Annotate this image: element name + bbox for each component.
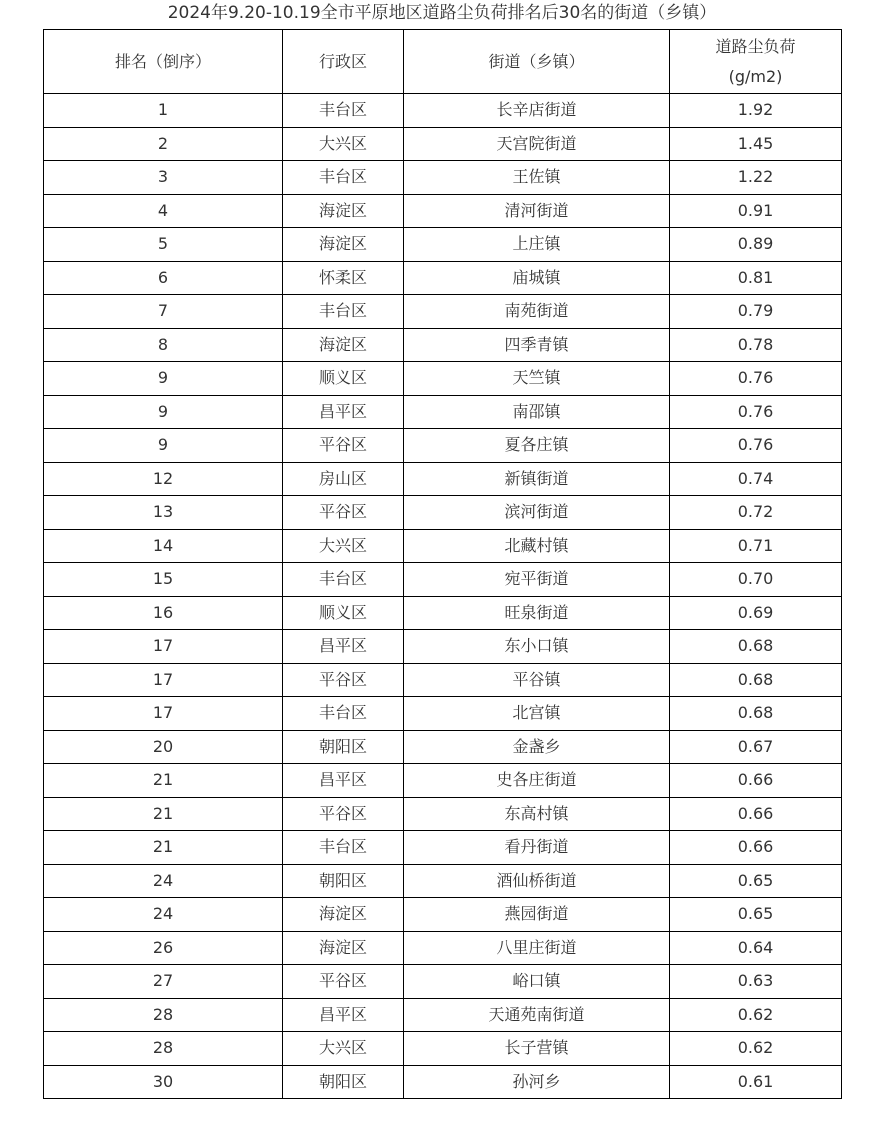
dust-load-cell: 0.66 xyxy=(670,831,842,865)
rank-cell: 7 xyxy=(44,295,283,329)
header-dust-load xyxy=(670,30,842,94)
dust-load-cell: 0.69 xyxy=(670,596,842,630)
dust-load-cell: 0.76 xyxy=(670,362,842,396)
street-cell: 天通苑南街道 xyxy=(404,998,670,1032)
dust-load-cell: 0.76 xyxy=(670,395,842,429)
district-cell: 平谷区 xyxy=(283,429,404,463)
rank-cell: 27 xyxy=(44,965,283,999)
street-cell: 庙城镇 xyxy=(404,261,670,295)
district-cell: 丰台区 xyxy=(283,94,404,128)
district-cell: 丰台区 xyxy=(283,161,404,195)
dust-load-cell: 0.79 xyxy=(670,295,842,329)
table-row xyxy=(44,295,842,329)
district-cell: 海淀区 xyxy=(283,228,404,262)
header-dust-load-unit: (g/m2) xyxy=(728,66,783,86)
table-row xyxy=(44,194,842,228)
district-cell: 海淀区 xyxy=(283,194,404,228)
table-row xyxy=(44,630,842,664)
district-cell: 昌平区 xyxy=(283,630,404,664)
street-cell: 旺泉街道 xyxy=(404,596,670,630)
dust-load-cell: 0.65 xyxy=(670,898,842,932)
table-row xyxy=(44,965,842,999)
dust-load-cell: 0.74 xyxy=(670,462,842,496)
street-cell: 平谷镇 xyxy=(404,663,670,697)
table-row xyxy=(44,429,842,463)
rank-cell: 21 xyxy=(44,831,283,865)
table-row xyxy=(44,127,842,161)
rank-cell: 20 xyxy=(44,730,283,764)
table-row xyxy=(44,462,842,496)
header-rank: 排名（倒序） xyxy=(44,30,283,94)
district-cell: 昌平区 xyxy=(283,395,404,429)
district-cell: 平谷区 xyxy=(283,965,404,999)
rank-cell: 15 xyxy=(44,563,283,597)
dust-load-cell: 0.70 xyxy=(670,563,842,597)
district-cell: 大兴区 xyxy=(283,127,404,161)
rank-cell: 14 xyxy=(44,529,283,563)
dust-load-cell: 0.65 xyxy=(670,864,842,898)
rank-cell: 24 xyxy=(44,864,283,898)
district-cell: 平谷区 xyxy=(283,496,404,530)
rank-cell: 21 xyxy=(44,797,283,831)
rank-cell: 12 xyxy=(44,462,283,496)
street-cell: 东小口镇 xyxy=(404,630,670,664)
dust-load-cell: 0.63 xyxy=(670,965,842,999)
district-cell: 怀柔区 xyxy=(283,261,404,295)
table-row xyxy=(44,228,842,262)
table-row xyxy=(44,596,842,630)
header-row xyxy=(44,30,842,94)
rank-cell: 6 xyxy=(44,261,283,295)
table-row xyxy=(44,94,842,128)
dust-load-cell: 0.61 xyxy=(670,1065,842,1099)
rank-cell: 28 xyxy=(44,1032,283,1066)
header-street: 街道（乡镇） xyxy=(404,30,670,94)
table-title: 2024年9.20-10.19全市平原地区道路尘负荷排名后30名的街道（乡镇） xyxy=(167,3,717,23)
street-cell: 滨河街道 xyxy=(404,496,670,530)
street-cell: 清河街道 xyxy=(404,194,670,228)
table-row xyxy=(44,898,842,932)
rank-cell: 2 xyxy=(44,127,283,161)
street-cell: 孙河乡 xyxy=(404,1065,670,1099)
dust-load-cell: 0.68 xyxy=(670,697,842,731)
district-cell: 平谷区 xyxy=(283,663,404,697)
table-row xyxy=(44,261,842,295)
street-cell: 金盏乡 xyxy=(404,730,670,764)
district-cell: 海淀区 xyxy=(283,328,404,362)
district-cell: 平谷区 xyxy=(283,797,404,831)
table-row xyxy=(44,764,842,798)
table-row xyxy=(44,1032,842,1066)
dust-load-cell: 1.92 xyxy=(670,94,842,128)
street-cell: 史各庄街道 xyxy=(404,764,670,798)
district-cell: 朝阳区 xyxy=(283,730,404,764)
dust-load-cell: 1.45 xyxy=(670,127,842,161)
rank-cell: 30 xyxy=(44,1065,283,1099)
table-row xyxy=(44,864,842,898)
dust-load-cell: 0.71 xyxy=(670,529,842,563)
dust-load-cell: 0.68 xyxy=(670,630,842,664)
rank-cell: 3 xyxy=(44,161,283,195)
table-row xyxy=(44,931,842,965)
district-cell: 海淀区 xyxy=(283,931,404,965)
street-cell: 夏各庄镇 xyxy=(404,429,670,463)
street-cell: 南邵镇 xyxy=(404,395,670,429)
rank-cell: 5 xyxy=(44,228,283,262)
street-cell: 天宫院街道 xyxy=(404,127,670,161)
table-row xyxy=(44,663,842,697)
street-cell: 八里庄街道 xyxy=(404,931,670,965)
street-cell: 宛平街道 xyxy=(404,563,670,597)
district-cell: 大兴区 xyxy=(283,529,404,563)
table-row xyxy=(44,395,842,429)
rank-cell: 26 xyxy=(44,931,283,965)
rank-cell: 16 xyxy=(44,596,283,630)
table-row xyxy=(44,328,842,362)
rank-cell: 24 xyxy=(44,898,283,932)
district-cell: 大兴区 xyxy=(283,1032,404,1066)
district-cell: 顺义区 xyxy=(283,596,404,630)
dust-load-cell: 1.22 xyxy=(670,161,842,195)
street-cell: 长辛店街道 xyxy=(404,94,670,128)
rank-cell: 9 xyxy=(44,429,283,463)
dust-load-cell: 0.64 xyxy=(670,931,842,965)
table-row xyxy=(44,362,842,396)
rank-cell: 17 xyxy=(44,663,283,697)
table-row xyxy=(44,797,842,831)
rank-cell: 1 xyxy=(44,94,283,128)
rank-cell: 8 xyxy=(44,328,283,362)
district-cell: 丰台区 xyxy=(283,563,404,597)
table-row xyxy=(44,831,842,865)
dust-load-cell: 0.62 xyxy=(670,998,842,1032)
district-cell: 昌平区 xyxy=(283,764,404,798)
street-cell: 东高村镇 xyxy=(404,797,670,831)
street-cell: 北藏村镇 xyxy=(404,529,670,563)
table-row xyxy=(44,1065,842,1099)
rank-cell: 9 xyxy=(44,362,283,396)
dust-load-cell: 0.89 xyxy=(670,228,842,262)
district-cell: 朝阳区 xyxy=(283,1065,404,1099)
table-row xyxy=(44,730,842,764)
rank-cell: 13 xyxy=(44,496,283,530)
table-row xyxy=(44,563,842,597)
street-cell: 酒仙桥街道 xyxy=(404,864,670,898)
dust-load-cell: 0.81 xyxy=(670,261,842,295)
table-body xyxy=(44,94,842,1099)
header-district: 行政区 xyxy=(283,30,404,94)
district-cell: 朝阳区 xyxy=(283,864,404,898)
dust-load-cell: 0.78 xyxy=(670,328,842,362)
dust-load-cell: 0.68 xyxy=(670,663,842,697)
dust-load-cell: 0.66 xyxy=(670,797,842,831)
street-cell: 四季青镇 xyxy=(404,328,670,362)
street-cell: 看丹街道 xyxy=(404,831,670,865)
district-cell: 海淀区 xyxy=(283,898,404,932)
dust-load-cell: 0.67 xyxy=(670,730,842,764)
dust-load-cell: 0.91 xyxy=(670,194,842,228)
table-header xyxy=(44,30,842,94)
table-row xyxy=(44,496,842,530)
district-cell: 丰台区 xyxy=(283,697,404,731)
rank-cell: 17 xyxy=(44,697,283,731)
street-cell: 燕园街道 xyxy=(404,898,670,932)
table-row xyxy=(44,161,842,195)
rank-cell: 28 xyxy=(44,998,283,1032)
table-row xyxy=(44,529,842,563)
dust-load-cell: 0.72 xyxy=(670,496,842,530)
dust-load-ranking-table xyxy=(43,29,842,1099)
district-cell: 顺义区 xyxy=(283,362,404,396)
street-cell: 王佐镇 xyxy=(404,161,670,195)
street-cell: 峪口镇 xyxy=(404,965,670,999)
district-cell: 昌平区 xyxy=(283,998,404,1032)
rank-cell: 17 xyxy=(44,630,283,664)
rank-cell: 9 xyxy=(44,395,283,429)
dust-load-cell: 0.62 xyxy=(670,1032,842,1066)
street-cell: 南苑街道 xyxy=(404,295,670,329)
rank-cell: 4 xyxy=(44,194,283,228)
street-cell: 新镇街道 xyxy=(404,462,670,496)
dust-load-cell: 0.76 xyxy=(670,429,842,463)
district-cell: 房山区 xyxy=(283,462,404,496)
district-cell: 丰台区 xyxy=(283,295,404,329)
dust-load-cell: 0.66 xyxy=(670,764,842,798)
district-cell: 丰台区 xyxy=(283,831,404,865)
rank-cell: 21 xyxy=(44,764,283,798)
table-row xyxy=(44,998,842,1032)
table-row xyxy=(44,697,842,731)
street-cell: 长子营镇 xyxy=(404,1032,670,1066)
header-dust-load-label: 道路尘负荷 xyxy=(715,36,796,56)
street-cell: 北宫镇 xyxy=(404,697,670,731)
street-cell: 上庄镇 xyxy=(404,228,670,262)
street-cell: 天竺镇 xyxy=(404,362,670,396)
